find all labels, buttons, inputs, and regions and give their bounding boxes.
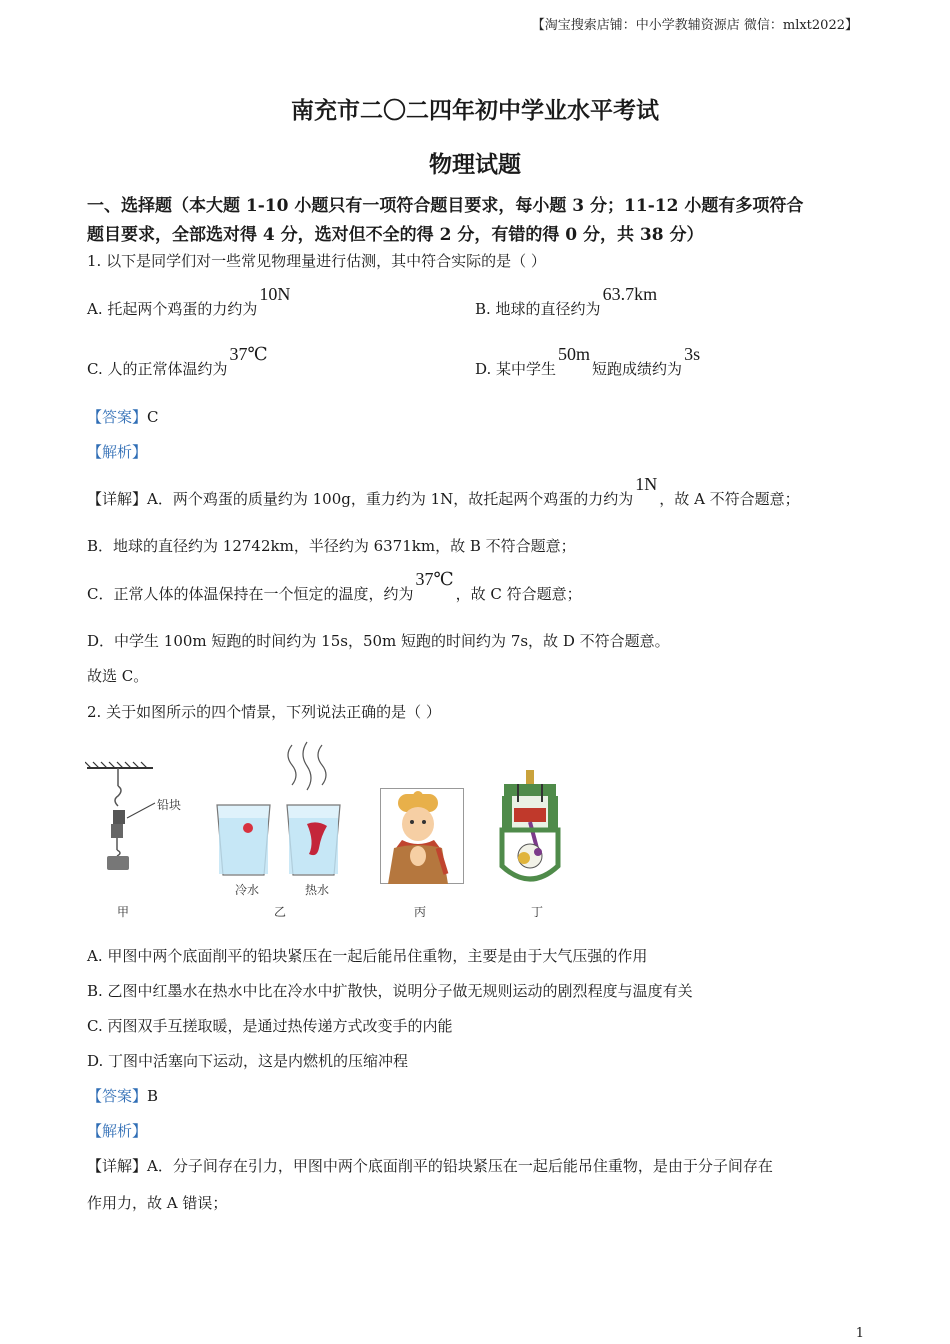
- q1-answer-value: C: [147, 408, 159, 426]
- label-lead: 铅块: [157, 798, 182, 812]
- q2-option-b: B. 乙图中红墨水在热水中比在冷水中扩散快，说明分子做无规则运动的剧烈程度与温度有关: [87, 982, 693, 1000]
- q1-option-d: [475, 344, 702, 379]
- q1-option-c: [87, 344, 270, 379]
- label-hot-water: 热水: [305, 883, 330, 897]
- q2-figure: [0, 740, 950, 930]
- beakers-illustration: [212, 740, 362, 880]
- page-number: 1: [855, 1326, 864, 1341]
- q1-option-a: [87, 284, 292, 319]
- q1-answer-tag: 【答案】: [87, 408, 148, 426]
- q2-stem: 2. 关于如图所示的四个情景，下列说法正确的是（ ）: [87, 703, 441, 721]
- q2-answer: [87, 1085, 158, 1106]
- q2-option-a: A. 甲图中两个底面削平的铅块紧压在一起后能吊住重物，主要是由于大气压强的作用: [87, 947, 648, 965]
- q1-detail-c-math: 37℃: [415, 569, 454, 589]
- section-heading-line1: 一、选择题（本大题 1-10 小题只有一项符合题目要求，每小题 3 分；11-12 小题有多项符合: [87, 196, 804, 216]
- q1-detail-c: [87, 569, 582, 604]
- q1-detail-a-text: A．两个鸡蛋的质量约为 100g，重力约为 1N，故托起两个鸡蛋的力约为: [147, 490, 634, 508]
- q1-option-a-text: A. 托起两个鸡蛋的力约为: [87, 300, 258, 318]
- lead-block-illustration: [85, 758, 195, 878]
- q1-option-c-math: 37℃: [229, 344, 268, 364]
- q2-detail-tag: 【详解】: [87, 1157, 148, 1175]
- q1-option-b: [475, 284, 659, 319]
- label-yi: 乙: [274, 905, 287, 919]
- q1-detail-tag: 【详解】: [87, 490, 148, 508]
- q2-analysis-tag: 【解析】: [87, 1122, 148, 1140]
- label-cold-water: 冷水: [235, 883, 260, 897]
- q1-option-a-math: 10N: [259, 284, 291, 304]
- q2-detail-a-line1: [87, 1155, 773, 1176]
- q2-answer-value: B: [147, 1087, 159, 1105]
- q1-analysis-tag: 【解析】: [87, 443, 148, 461]
- q1-detail-d: D．中学生 100m 短跑的时间约为 15s，50m 短跑的时间约为 7s，故 D 不符合题意。: [87, 632, 670, 650]
- q1-answer: [87, 406, 159, 427]
- engine-illustration: [498, 770, 562, 886]
- q2-detail-a-line2: 作用力，故 A 错误；: [87, 1194, 228, 1212]
- q2-detail-a1-text: A．分子间存在引力，甲图中两个底面削平的铅块紧压在一起后能吊住重物，是由于分子间存在: [147, 1157, 773, 1175]
- q2-option-d: D. 丁图中活塞向下运动，这是内燃机的压缩冲程: [87, 1052, 409, 1070]
- q2-option-c: C. 丙图双手互搓取暖，是通过热传递方式改变手的内能: [87, 1017, 453, 1035]
- q1-detail-a: [87, 474, 800, 509]
- q1-conclusion: 故选 C。: [87, 667, 149, 685]
- label-jia: 甲: [117, 905, 130, 919]
- q1-option-d-math2: 3s: [684, 344, 701, 364]
- q1-option-b-math: 63.7km: [602, 284, 658, 304]
- section-heading-line2: 题目要求，全部选对得 4 分，选对但不全的得 2 分，有错的得 0 分，共 38 分）: [87, 225, 704, 245]
- label-bing: 丙: [414, 905, 427, 919]
- q1-option-c-text: C. 人的正常体温约为: [87, 360, 228, 378]
- exam-subtitle: 物理试题: [429, 151, 521, 178]
- exam-title: 南充市二〇二四年初中学业水平考试: [291, 97, 659, 124]
- label-ding: 丁: [531, 905, 544, 919]
- q1-detail-a-end: ，故 A 不符合题意；: [659, 490, 800, 508]
- q2-answer-tag: 【答案】: [87, 1087, 148, 1105]
- q1-detail-c-text: C．正常人体的体温保持在一个恒定的温度，约为: [87, 585, 414, 603]
- q1-stem: 1. 以下是同学们对一些常见物理量进行估测，其中符合实际的是（ ）: [87, 252, 546, 270]
- q1-option-b-text: B. 地球的直径约为: [475, 300, 601, 318]
- hands-rubbing-illustration: [380, 788, 464, 884]
- q1-option-d-text1: D. 某中学生: [475, 360, 557, 378]
- q1-detail-b: B．地球的直径约为 12742km，半径约为 6371km，故 B 不符合题意；: [87, 537, 576, 555]
- q1-option-d-math1: 50m: [558, 344, 591, 364]
- q1-detail-a-math: 1N: [635, 474, 658, 494]
- header-note: 【淘宝搜索店铺：中小学教辅资源店 微信：mlxt2022】: [531, 18, 858, 33]
- q1-detail-c-end: ，故 C 符合题意；: [455, 585, 582, 603]
- q1-option-d-text2: 短跑成绩约为: [592, 360, 683, 378]
